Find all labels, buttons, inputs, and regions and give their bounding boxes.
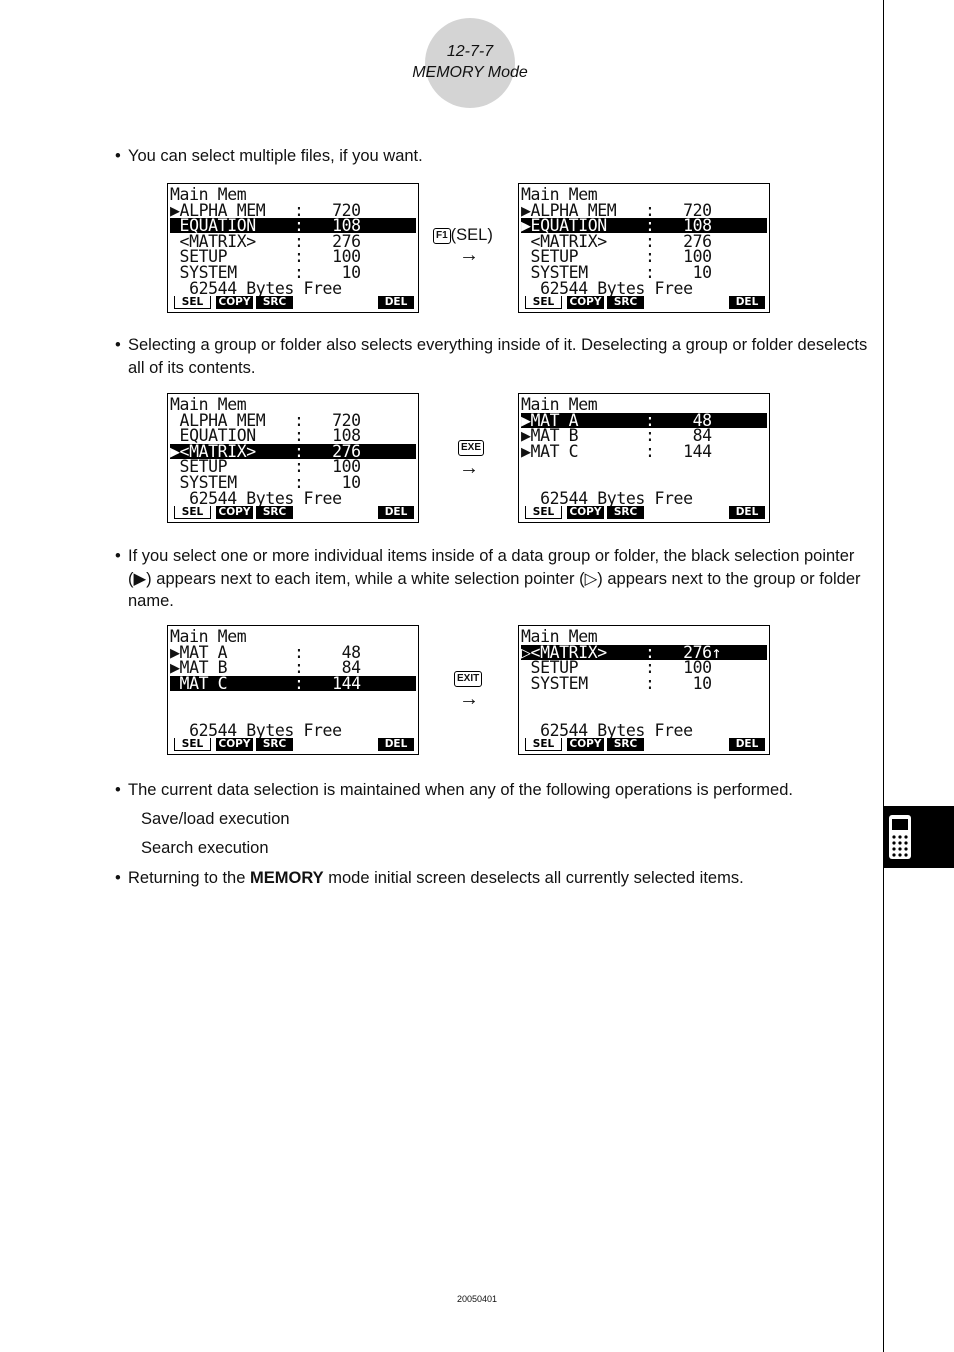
screen-line: 62544 Bytes Free (521, 280, 693, 296)
screen-line: ALPHA MEM : 720 (170, 412, 361, 428)
bullet-text: Returning to the MEMORY mode initial screen deselects all currently selected items. (128, 869, 744, 887)
fkey-f2-label: COPY (216, 738, 253, 751)
exe-key-icon: EXE (458, 440, 484, 456)
screen-line: ▷<MATRIX> : 276↑ (521, 645, 767, 660)
mode-title: MEMORY Mode (412, 64, 528, 81)
f1-key-label: (SEL) (450, 226, 493, 244)
function-key-bar (172, 506, 416, 519)
bullet-text: If you select one or more individual items inside of a data group or folder, the black selection pointer (▶) appears next to each item, while a white selection pointer (▷) appears next to the group or folder name. (128, 547, 861, 610)
operation-item: Save/load execution (141, 810, 290, 828)
screen-line: SYSTEM : 10 (521, 265, 712, 280)
bullet-paragraph (115, 867, 875, 890)
exit-key-icon: EXIT (454, 671, 482, 687)
fkey-f2-label: COPY (216, 506, 253, 519)
bullet-paragraph (115, 545, 875, 613)
bullet-text: The current data selection is maintained when any of the following operations is performed. (128, 781, 793, 799)
key-press-exit (454, 669, 482, 688)
screen-line: 62544 Bytes Free (521, 490, 693, 506)
fkey-f1-label: SEL (525, 296, 562, 309)
chapter-tab (884, 806, 954, 868)
screen-line: Main Mem (170, 629, 247, 644)
screen-line (521, 691, 767, 706)
screen-line: SETUP : 100 (170, 249, 361, 265)
fkey-f1-label: SEL (525, 506, 562, 519)
key-press-exe (458, 438, 484, 457)
function-key-bar (523, 506, 767, 519)
fkey-f6-label: DEL (378, 296, 414, 309)
calculator-icon (888, 814, 912, 860)
screen-line: SETUP : 100 (170, 459, 361, 475)
screen-line: ▶EQUATION : 108 (521, 218, 767, 233)
screen-line: Main Mem (521, 629, 598, 644)
screen-line: SYSTEM : 10 (521, 675, 712, 691)
screen-line (521, 475, 767, 490)
header-circle (425, 18, 515, 108)
screen-line: SETUP : 100 (521, 249, 712, 265)
screen-line (170, 707, 416, 722)
fkey-f6-label: DEL (378, 738, 414, 751)
bullet-symbol: • (115, 869, 121, 887)
footer-code: 20050401 (456, 1294, 498, 1304)
bullet-paragraph (115, 779, 875, 802)
screen-line: ▶MAT A : 48 (170, 644, 361, 660)
fkey-f3-label: SRC (607, 296, 644, 309)
function-key-bar (172, 738, 416, 751)
fkey-f6-label: DEL (378, 506, 414, 519)
arrow-icon: → (459, 457, 479, 479)
screen-line: 62544 Bytes Free (170, 490, 342, 506)
screen-line: ▶MAT B : 84 (170, 660, 361, 676)
fkey-f2-label: COPY (216, 296, 253, 309)
bullet-paragraph (115, 334, 875, 379)
bullet-text: Selecting a group or folder also selects everything inside of it. Deselecting a group or folder deselects all of its contents. (128, 336, 868, 377)
fkey-f6-label: DEL (729, 738, 765, 751)
fkey-f1-label: SEL (174, 738, 211, 751)
function-key-bar (523, 738, 767, 751)
calculator-screen (167, 625, 419, 755)
fkey-f3-label: SRC (256, 738, 293, 751)
fkey-f2-label: COPY (567, 296, 604, 309)
screen-line: Main Mem (170, 397, 247, 412)
bullet-symbol: • (115, 147, 121, 165)
screen-line: Main Mem (170, 187, 247, 202)
screen-line: 62544 Bytes Free (521, 722, 693, 738)
screen-line: <MATRIX> : 276 (521, 233, 712, 249)
bullet-text: You can select multiple files, if you want. (128, 147, 423, 165)
screen-line: ▶MAT A : 48 (521, 413, 767, 428)
screen-line: 62544 Bytes Free (170, 280, 342, 296)
screen-line: ▶MAT B : 84 (521, 428, 712, 444)
screen-line: ▶ALPHA MEM : 720 (521, 202, 712, 218)
fkey-f6-label: DEL (729, 296, 765, 309)
calculator-screen (167, 183, 419, 313)
screen-line (170, 691, 416, 706)
calculator-screen (518, 393, 770, 523)
screen-line: <MATRIX> : 276 (170, 233, 361, 249)
fkey-f3-label: SRC (607, 738, 644, 751)
screen-line: ▶MAT C : 144 (521, 443, 712, 459)
screen-line: EQUATION : 108 (170, 428, 361, 444)
arrow-icon: → (459, 244, 479, 266)
screen-line: SYSTEM : 10 (170, 475, 361, 490)
fkey-f1-label: SEL (174, 296, 211, 309)
screen-line: SYSTEM : 10 (170, 265, 361, 280)
page-number: 12-7-7 (446, 43, 494, 60)
screen-line: ▶ALPHA MEM : 720 (170, 202, 361, 218)
function-key-bar (172, 296, 416, 309)
screen-line: EQUATION : 108 (170, 218, 416, 233)
arrow-icon: → (459, 688, 479, 710)
fkey-f3-label: SRC (607, 506, 644, 519)
operation-item: Search execution (141, 839, 269, 857)
bullet-symbol: • (115, 336, 121, 354)
screen-line (521, 459, 767, 474)
calculator-screen (518, 183, 770, 313)
fkey-f3-label: SRC (256, 296, 293, 309)
screen-line: MAT C : 144 (170, 676, 416, 691)
key-press-f1 (433, 226, 493, 245)
screen-line: 62544 Bytes Free (170, 722, 342, 738)
function-key-bar (523, 296, 767, 309)
calculator-screen (167, 393, 419, 523)
memory-mode-name: MEMORY (250, 869, 324, 887)
fkey-f1-label: SEL (525, 738, 562, 751)
fkey-f2-label: COPY (567, 738, 604, 751)
fkey-f6-label: DEL (729, 506, 765, 519)
page-edge-rule (883, 0, 884, 1352)
screen-line: Main Mem (521, 187, 598, 202)
fkey-f3-label: SRC (256, 506, 293, 519)
fkey-f1-label: SEL (174, 506, 211, 519)
screen-line: Main Mem (521, 397, 598, 412)
f1-key-icon: F1 (433, 228, 451, 244)
calculator-screen (518, 625, 770, 755)
fkey-f2-label: COPY (567, 506, 604, 519)
screen-line: ▶<MATRIX> : 276 (170, 444, 416, 459)
bullet-symbol: • (115, 547, 121, 565)
bullet-symbol: • (115, 781, 121, 799)
screen-line: SETUP : 100 (521, 660, 712, 676)
screen-line (521, 707, 767, 722)
bullet-paragraph (115, 145, 875, 168)
